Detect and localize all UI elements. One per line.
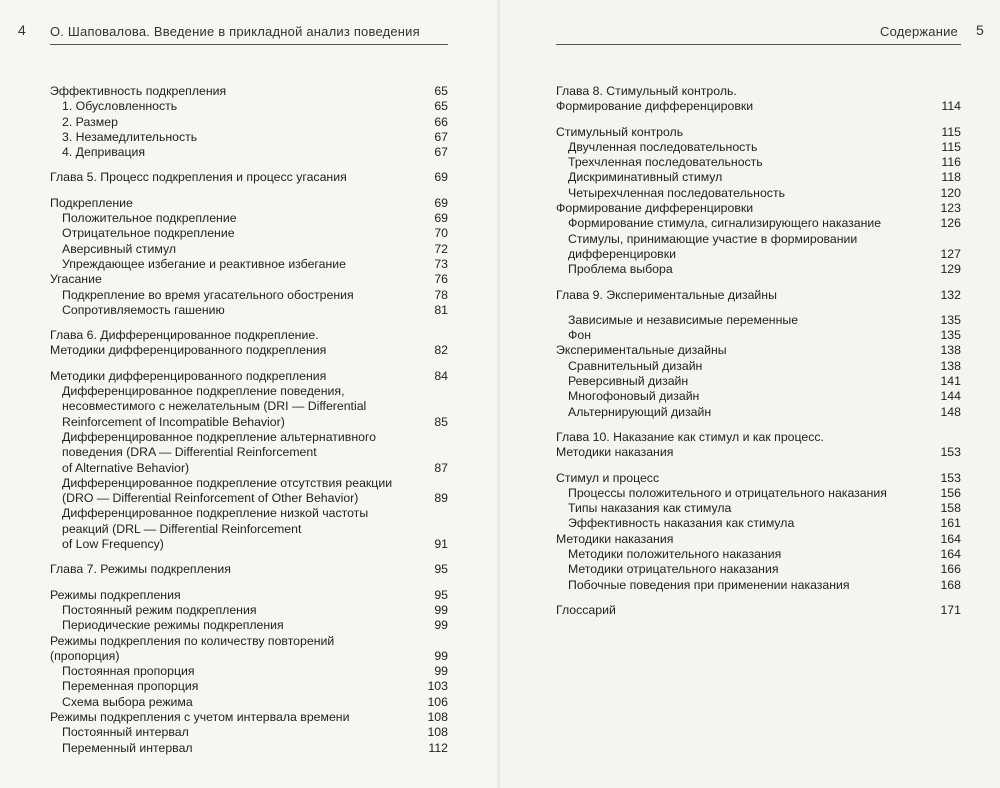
- toc-entry-page: 164: [940, 547, 961, 562]
- toc-entry-page: 89: [434, 491, 448, 506]
- toc-entry-title: Глава 9. Экспериментальные дизайны: [556, 287, 777, 302]
- toc-subentry: [556, 140, 961, 155]
- toc-entry-page: 99: [434, 602, 448, 617]
- toc-entry-page: 99: [434, 664, 448, 679]
- toc-subentry: [556, 562, 961, 577]
- toc-entry-title: Методики отрицательного наказания: [568, 562, 779, 577]
- toc-entry-page: 73: [434, 256, 448, 271]
- toc-subentry: [50, 145, 448, 160]
- toc-entry-page: 114: [941, 99, 961, 114]
- toc-entry-page: 112: [428, 740, 448, 755]
- toc-entry-page: 69: [434, 211, 448, 226]
- toc-subentry: [556, 405, 961, 420]
- toc-entry-title: Положительное подкрепление: [62, 211, 237, 226]
- toc-entry-page: 120: [940, 185, 961, 200]
- toc-subentry: [50, 506, 448, 552]
- toc-entry-title: Двучленная последовательность: [568, 139, 758, 154]
- toc-subentry: [556, 389, 961, 404]
- toc-entry-page: 138: [940, 358, 961, 373]
- toc-entry: [50, 170, 448, 185]
- toc-subentry: [50, 226, 448, 241]
- toc-entry-title: Реверсивный дизайн: [568, 374, 689, 389]
- toc-entry-title: Стимул и процесс: [556, 470, 660, 485]
- toc-entry: [556, 430, 961, 461]
- toc-entry-title: 1. Обусловленность: [62, 99, 178, 114]
- toc-entry-title: Проблема выбора: [568, 262, 673, 277]
- toc-entry: [50, 84, 448, 99]
- toc-entry-title: Эффективность подкрепления: [50, 84, 227, 98]
- toc-entry-title: Методики наказания: [556, 531, 674, 546]
- toc-entry-page: 166: [940, 562, 961, 577]
- toc-subentry: [50, 725, 448, 740]
- toc-entry-title: Глава 10. Наказание как стимул и как процесс. Методики наказания: [556, 429, 824, 460]
- toc-entry-page: 70: [434, 226, 448, 241]
- toc-entry-page: 91: [434, 537, 448, 552]
- toc-entry-title: Альтернирующий дизайн: [568, 404, 712, 419]
- toc-entry-page: 87: [434, 460, 448, 475]
- toc-entry-page: 84: [434, 368, 448, 383]
- toc-entry-title: Методики положительного наказания: [568, 547, 782, 562]
- toc-entry-page: 118: [941, 170, 961, 185]
- toc-subentry: [50, 303, 448, 318]
- right-page-number: 5: [976, 22, 984, 38]
- toc-entry-page: 67: [434, 145, 448, 160]
- toc-subentry: [50, 603, 448, 618]
- toc-entry-title: Упреждающее избегание и реактивное избегание: [62, 256, 346, 271]
- toc-entry: [50, 328, 448, 359]
- toc-entry-title: Трехчленная последовательность: [568, 155, 763, 170]
- toc-entry-title: Периодические режимы подкрепления: [62, 618, 284, 633]
- left-page-number: 4: [18, 22, 26, 38]
- toc-entry-page: 69: [434, 170, 448, 185]
- toc-subentry: [556, 170, 961, 185]
- toc-entry-page: 153: [940, 445, 961, 460]
- toc-entry: [50, 196, 448, 211]
- toc-entry-page: 95: [434, 562, 448, 577]
- toc-entry-title: Схема выбора режима: [62, 694, 193, 709]
- toc-entry-title: Подкрепление: [50, 195, 133, 210]
- toc-entry-page: 115: [941, 124, 961, 139]
- toc-subentry: [556, 232, 961, 263]
- toc-entry-title: Дифференцированное подкрепление низкой частоты реакций (DRL — Differential Reinforcement of Low Frequency): [62, 506, 369, 552]
- toc-entry-title: Методики дифференцированного подкрепления: [50, 368, 327, 383]
- toc-entry-title: Типы наказания как стимула: [568, 501, 732, 516]
- toc-entry-title: Многофоновый дизайн: [568, 389, 700, 404]
- toc-subentry: [556, 186, 961, 201]
- toc-subentry: [50, 476, 448, 507]
- toc-entry-title: Формирование дифференцировки: [556, 201, 754, 216]
- toc-subentry: [50, 664, 448, 679]
- toc-entry-title: Режимы подкрепления по количеству повторений (пропорция): [50, 633, 335, 663]
- toc-entry-page: 171: [940, 602, 961, 617]
- right-header-rule: [556, 44, 961, 45]
- right-page: [500, 0, 1000, 788]
- toc-subentry: [50, 242, 448, 257]
- toc-entry-page: 69: [434, 195, 448, 210]
- toc-entry-title: Глоссарий: [556, 602, 616, 617]
- toc-entry-page: 126: [940, 216, 961, 231]
- toc-entry-title: Эффективность наказания как стимула: [568, 516, 795, 531]
- toc-subentry: [556, 313, 961, 328]
- toc-entry-page: 108: [427, 709, 448, 724]
- toc-entry-title: Дискриминативный стимул: [568, 170, 723, 185]
- toc-subentry: [50, 211, 448, 226]
- toc-entry: [556, 288, 961, 303]
- toc-entry-title: Стимульный контроль: [556, 124, 684, 139]
- toc-entry-page: 81: [434, 302, 448, 317]
- toc-entry-page: 115: [941, 139, 961, 154]
- toc-entry-title: Сравнительный дизайн: [568, 358, 703, 373]
- toc-entry-page: 164: [940, 531, 961, 546]
- toc-entry-title: Фон: [568, 328, 591, 343]
- toc-entry-title: Глава 8. Стимульный контроль. Формирование дифференцировки: [556, 84, 754, 114]
- toc-entry: [556, 84, 961, 115]
- toc-entry: [50, 588, 448, 603]
- toc-subentry: [556, 155, 961, 170]
- toc-subentry: [50, 618, 448, 633]
- toc-entry-title: 2. Размер: [62, 114, 118, 129]
- toc-subentry: [556, 486, 961, 501]
- toc-entry-title: Дифференцированное подкрепление альтернативного поведения (DRA — Differential Reinforcement of Alternative Behavior): [62, 429, 376, 475]
- toc-entry: [50, 634, 448, 665]
- toc-entry: [50, 272, 448, 287]
- toc-entry-title: Угасание: [50, 272, 102, 287]
- right-running-title: Содержание: [880, 24, 958, 39]
- toc-subentry: [556, 216, 961, 231]
- toc-entry-page: 65: [434, 84, 448, 98]
- toc-entry-title: Четырехчленная последовательность: [568, 185, 785, 200]
- toc-subentry: [556, 516, 961, 531]
- toc-subentry: [50, 741, 448, 756]
- toc-subentry: [50, 430, 448, 476]
- toc-entry-page: 135: [940, 312, 961, 327]
- toc-entry-title: Дифференцированное подкрепление поведения, несовместимого с нежелательным (DRI — Differential Reinforcement of Incompatible Behavior): [62, 384, 367, 429]
- toc-subentry: [556, 547, 961, 562]
- toc-entry: [50, 369, 448, 384]
- toc-subentry: [50, 384, 448, 430]
- toc-entry-title: Переменный интервал: [62, 740, 193, 755]
- toc-entry-title: Формирование стимула, сигнализирующего наказание: [568, 216, 882, 231]
- toc-entry: [556, 125, 961, 140]
- toc-subentry: [50, 257, 448, 272]
- left-running-title: О. Шаповалова. Введение в прикладной анализ поведения: [50, 24, 420, 39]
- toc-subentry: [556, 262, 961, 277]
- toc-entry-title: Зависимые и независимые переменные: [568, 312, 799, 327]
- toc-entry-page: 78: [434, 287, 448, 302]
- toc-entry-title: Глава 5. Процесс подкрепления и процесс угасания: [50, 170, 347, 185]
- toc-subentry: [556, 359, 961, 374]
- toc-entry-title: Переменная пропорция: [62, 679, 199, 694]
- toc-entry: [556, 471, 961, 486]
- toc-entry: [556, 603, 961, 618]
- toc-entry-title: Постоянная пропорция: [62, 664, 195, 679]
- toc-entry-page: 148: [940, 404, 961, 419]
- toc-entry-page: 127: [940, 246, 961, 261]
- toc-entry-title: Глава 7. Режимы подкрепления: [50, 562, 231, 577]
- right-toc: [556, 84, 961, 618]
- toc-entry-title: Постоянный интервал: [62, 725, 189, 740]
- toc-entry-page: 156: [940, 485, 961, 500]
- toc-entry-page: 99: [434, 618, 448, 633]
- toc-entry: [556, 201, 961, 216]
- toc-subentry: [50, 130, 448, 145]
- toc-entry-title: Побочные поведения при применении наказания: [568, 577, 850, 592]
- toc-entry-page: 144: [940, 389, 961, 404]
- toc-entry-page: 95: [434, 587, 448, 602]
- toc-entry-page: 161: [940, 516, 961, 531]
- toc-entry-title: Режимы подкрепления с учетом интервала времени: [50, 709, 350, 724]
- toc-entry-page: 168: [940, 577, 961, 592]
- toc-subentry: [50, 695, 448, 710]
- toc-entry-title: Постоянный режим подкрепления: [62, 602, 257, 617]
- toc-subentry: [556, 501, 961, 516]
- toc-entry-title: Подкрепление во время угасательного обострения: [62, 287, 354, 302]
- toc-entry-page: 123: [940, 201, 961, 216]
- toc-entry-title: 3. Незамедлительность: [62, 129, 198, 144]
- toc-entry-page: 82: [434, 343, 448, 358]
- toc-entry-page: 106: [427, 694, 448, 709]
- toc-entry: [50, 562, 448, 577]
- toc-subentry: [556, 578, 961, 593]
- left-header-rule: [50, 44, 448, 45]
- toc-entry-title: Глава 6. Дифференцированное подкрепление. Методики дифференцированного подкрепления: [50, 328, 327, 358]
- toc-entry-title: Режимы подкрепления: [50, 587, 181, 602]
- toc-entry-page: 76: [434, 272, 448, 287]
- toc-entry-title: Процессы положительного и отрицательного наказания: [568, 485, 887, 500]
- toc-entry-page: 67: [434, 129, 448, 144]
- toc-entry-title: Экспериментальные дизайны: [556, 343, 727, 358]
- toc-subentry: [50, 288, 448, 303]
- toc-entry: [556, 532, 961, 547]
- toc-entry-title: Дифференцированное подкрепление отсутствия реакции (DRO — Differential Reinforcement of Other Behavior): [62, 475, 393, 506]
- toc-entry-page: 85: [434, 414, 448, 429]
- toc-entry: [556, 343, 961, 358]
- toc-subentry: [50, 679, 448, 694]
- toc-entry-page: 158: [940, 501, 961, 516]
- toc-entry-page: 116: [941, 155, 961, 170]
- toc-entry-page: 153: [940, 470, 961, 485]
- toc-subentry: [50, 99, 448, 114]
- toc-entry-page: 132: [940, 287, 961, 302]
- toc-entry-page: 108: [427, 725, 448, 740]
- toc-entry-page: 72: [434, 241, 448, 256]
- toc-subentry: [556, 374, 961, 389]
- toc-entry-page: 141: [940, 374, 961, 389]
- toc-entry-page: 66: [434, 114, 448, 129]
- toc-entry-page: 99: [434, 648, 448, 663]
- toc-entry: [50, 710, 448, 725]
- toc-entry-title: 4. Депривация: [62, 145, 146, 160]
- toc-entry-title: Сопротивляемость гашению: [62, 302, 225, 317]
- toc-entry-title: Аверсивный стимул: [62, 241, 177, 256]
- toc-subentry: [50, 115, 448, 130]
- toc-entry-page: 138: [940, 343, 961, 358]
- toc-entry-page: 135: [940, 328, 961, 343]
- toc-entry-page: 103: [427, 679, 448, 694]
- toc-entry-title: Отрицательное подкрепление: [62, 226, 235, 241]
- left-toc: [50, 84, 448, 756]
- toc-entry-title: Стимулы, принимающие участие в формировании дифференцировки: [568, 231, 858, 261]
- toc-entry-page: 65: [434, 99, 448, 114]
- toc-entry-page: 129: [940, 262, 961, 277]
- toc-subentry: [556, 328, 961, 343]
